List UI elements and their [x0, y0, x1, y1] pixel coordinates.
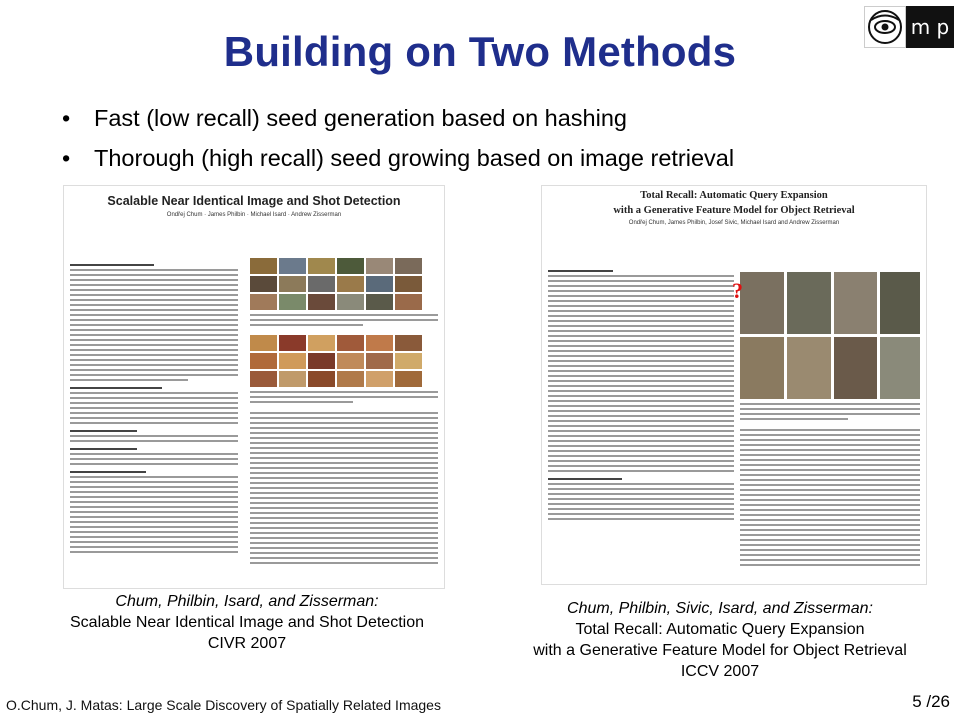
- bullet-dot-icon: •: [62, 105, 71, 131]
- paper-figure-grid: [250, 258, 438, 567]
- paper-figure-grid: [740, 272, 920, 569]
- bullet-text: Fast (low recall) seed generation based on hashing: [94, 105, 627, 131]
- page-number: 5 /26: [912, 692, 950, 711]
- caption-venue: CIVR 2007: [207, 635, 287, 652]
- paper-caption-iccv: [490, 591, 950, 682]
- footer-text: O.Chum, J. Matas: Large Scale Discovery of Spatially Related Images: [6, 697, 441, 713]
- cmp-logo-letters: m p: [906, 6, 954, 48]
- paper-title-line1: Total Recall: Automatic Query Expansion: [640, 190, 828, 201]
- paper-authors: Ondřej Chum · James Philbin · Michael Isard · Andrew Zisserman: [166, 212, 342, 218]
- bullet-item: [62, 98, 734, 138]
- caption-venue: ICCV 2007: [680, 663, 760, 680]
- paper-abstract-column: [70, 264, 238, 556]
- paper-thumbnail-iccv: [542, 186, 926, 584]
- slide-title: Building on Two Methods: [223, 28, 737, 75]
- bullet-dot-icon: •: [62, 145, 71, 171]
- bullet-text: Thorough (high recall) seed growing based on image retrieval: [94, 145, 735, 171]
- paper-title-line2: with a Generative Feature Model for Object Retrieval: [613, 205, 855, 216]
- paper-thumbnail-civr: [64, 186, 444, 588]
- bullet-item: [62, 138, 734, 178]
- paper-title: Scalable Near Identical Image and Shot Detection: [107, 194, 401, 208]
- caption-authors: Chum, Philbin, Sivic, Isard, and Zisserman:: [567, 600, 873, 617]
- bullet-list: [62, 98, 734, 178]
- paper-authors: Ondřej Chum, James Philbin, Josef Sivic, Michael Isard and Andrew Zisserman: [628, 220, 840, 226]
- question-mark-icon: ?: [732, 278, 743, 303]
- paper-caption-civr: [20, 591, 474, 654]
- caption-title: Scalable Near Identical Image and Shot Detection: [70, 614, 424, 631]
- caption-subtitle: with a Generative Feature Model for Object Retrieval: [533, 642, 907, 659]
- caption-title: Total Recall: Automatic Query Expansion: [575, 621, 865, 638]
- paper-abstract-column: [548, 270, 734, 523]
- caption-authors: Chum, Philbin, Isard, and Zisserman:: [115, 593, 379, 610]
